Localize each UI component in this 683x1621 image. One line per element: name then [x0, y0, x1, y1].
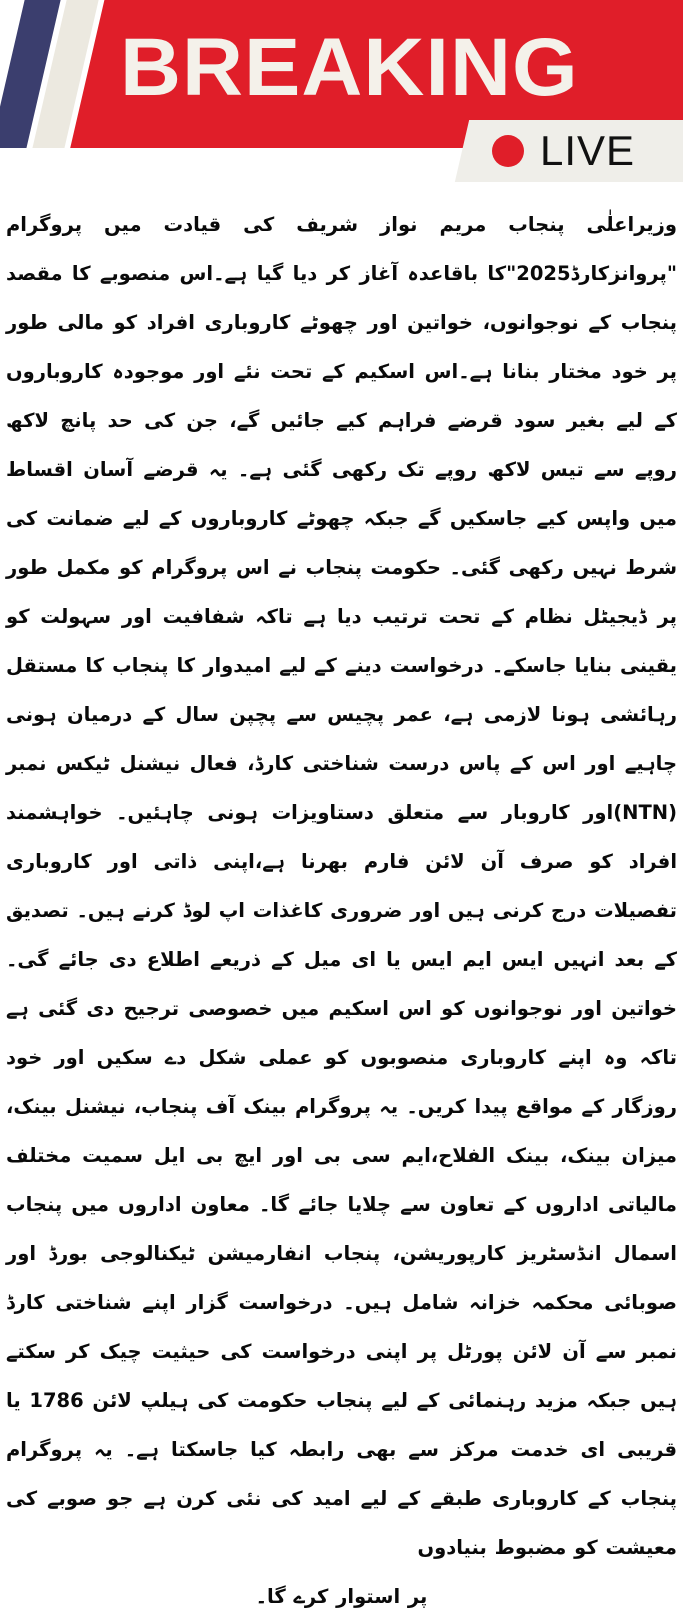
article-paragraph: وزیراعلٰی پنجاب مریم نواز شریف کی قیادت میں پروگرام "پروانزکارڈ2025"کا باقاعدہ آغاز کر دیا گیا ہے۔اس منصوبے کا مقصد پنجاب کے نوجوانوں، خواتین اور چھوٹے کاروباری افراد کو مالی طور پر خود مختار بنانا ہے۔اس اسکیم کے تحت نئے اور موجودہ کاروباروں کے لیے بغیر سود قرضے فراہم کیے جائیں گے، جن کی حد پانچ لاکھ روپے سے تیس لاکھ روپے تک رکھی گئی ہے۔ یہ قرضے آسان اقساط میں واپس کیے جاسکیں گے جبکہ چھوٹے کاروباروں کے لیے ضمانت کی شرط نہیں رکھی گئی۔ حکومت پنجاب نے اس پروگرام کو مکمل طور پر ڈیجیٹل نظام کے تحت ترتیب دیا ہے تاکہ شفافیت اور سہولت کو یقینی بنایا جاسکے۔ درخواست دینے کے لیے امیدوار کا پنجاب کا مستقل رہائشی ہونا لازمی ہے، عمر پچیس سے پچپن سال کے درمیان ہونی چاہیے اور اس کے پاس درست شناختی کارڈ، فعال نیشنل ٹیکس نمبر (NTN)اور کاروبار سے متعلق دستاویزات ہونی چاہئیں۔ خواہشمند افراد کو صرف آن لائن فارم بھرنا ہے،اپنی ذاتی اور کاروباری تفصیلات درج کرنی ہیں اور ضروری کاغذات اپ لوڈ کرنے ہیں۔ تصدیق کے بعد انہیں ایس ایم ایس یا ای میل کے ذریعے اطلاع دی جائے گی۔ خواتین اور نوجوانوں کو اس اسکیم میں خصوصی ترجیح دی گئی ہے تاکہ وہ اپنے کاروباری منصوبوں کو عملی شکل دے سکیں اور خود روزگار کے مواقع پیدا کریں۔ یہ پروگرام بینک آف پنجاب، نیشنل بینک، میزان بینک، بینک الفلاح،ایم سی بی اور ایچ بی ایل سمیت مختلف مالیاتی اداروں کے تعاون سے چلایا جائے گا۔ معاون اداروں میں پنجاب اسمال انڈسٹریز کارپوریشن، پنجاب انفارمیشن ٹیکنالوجی بورڈ اور صوبائی محکمہ خزانہ شامل ہیں۔ درخواست گزار اپنے شناختی کارڈ نمبر سے آن لائن پورٹل پر اپنی درخواست کی حیثیت چیک کر سکتے ہیں جبکہ مزید رہنمائی کے لیے پنجاب حکومت کی ہیلپ لائن 1786 یا قریبی ای خدمت مرکز سے بھی رابطہ کیا جاسکتا ہے۔ یہ پروگرام پنجاب کے کاروباری طبقے کے لیے امید کی نئی کرن ہے جو صوبے کی معیشت کو مضبوط بنیادوں — [6, 213, 678, 1559]
live-record-dot-icon — [492, 135, 524, 167]
breaking-news-banner — [0, 0, 683, 190]
live-label: LIVE — [540, 127, 636, 174]
live-badge — [462, 120, 683, 182]
article-paragraph-closing: پر استوار کرے گا۔ — [255, 1585, 428, 1608]
breaking-headline-text: BREAKING — [120, 22, 579, 113]
breaking-headline — [120, 16, 640, 120]
article-body — [0, 190, 683, 1621]
